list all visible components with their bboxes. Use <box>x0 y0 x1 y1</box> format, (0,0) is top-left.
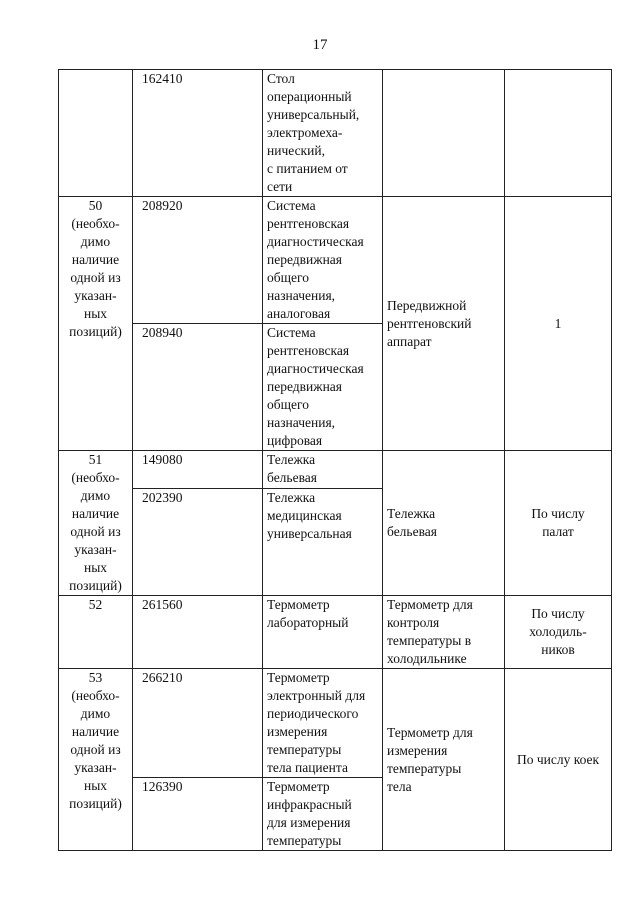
quantity-cell: По числу холодиль- ников <box>505 596 612 669</box>
equipment-table <box>58 69 612 851</box>
row-number-cell <box>59 70 133 197</box>
name-cell: Система рентгеновская диагностическая передвижная общего назначения, аналоговая <box>263 197 383 324</box>
type-cell <box>383 70 505 197</box>
name-cell: Термометр электронный для периодического измерения температуры тела пациента <box>263 669 383 778</box>
quantity-cell: По числу палат <box>505 451 612 596</box>
name-cell: Тележка бельевая <box>263 451 383 489</box>
name-cell: Стол операционный универсальный, электромеха- нический, с питанием от сети <box>263 70 383 197</box>
code-cell: 202390 <box>133 488 263 595</box>
name-cell: Термометр инфракрасный для измерения температуры <box>263 778 383 851</box>
name-cell: Система рентгеновская диагностическая передвижная общего назначения, цифровая <box>263 324 383 451</box>
row-number-cell: 50 (необхо- димо наличие одной из указан- ных позиций) <box>59 197 133 451</box>
name-cell: Термометр лабораторный <box>263 596 383 669</box>
table-row <box>59 70 612 197</box>
code-cell: 266210 <box>133 669 263 778</box>
page-number: 17 <box>312 37 328 53</box>
name-cell: Тележка медицинская универсальная <box>263 488 383 595</box>
table-row <box>59 197 612 324</box>
quantity-cell: 1 <box>505 197 612 451</box>
type-cell: Термометр для контроля температуры в холодильнике <box>383 596 505 669</box>
row-number-cell: 51 (необхо- димо наличие одной из указан- ных позиций) <box>59 451 133 596</box>
type-cell: Термометр для измерения температуры тела <box>383 669 505 851</box>
code-cell: 149080 <box>133 451 263 489</box>
quantity-cell <box>505 70 612 197</box>
code-cell: 208920 <box>133 197 263 324</box>
code-cell: 126390 <box>133 778 263 851</box>
quantity-cell: По числу коек <box>505 669 612 851</box>
table-row <box>59 669 612 778</box>
type-cell: Передвижной рентгеновский аппарат <box>383 197 505 451</box>
code-cell: 261560 <box>133 596 263 669</box>
table-row <box>59 451 612 489</box>
type-cell: Тележка бельевая <box>383 451 505 596</box>
code-cell: 162410 <box>133 70 263 197</box>
code-cell: 208940 <box>133 324 263 451</box>
row-number-cell: 52 <box>59 596 133 669</box>
table-row <box>59 596 612 669</box>
row-number-cell: 53 (необхо- димо наличие одной из указан- ных позиций) <box>59 669 133 851</box>
